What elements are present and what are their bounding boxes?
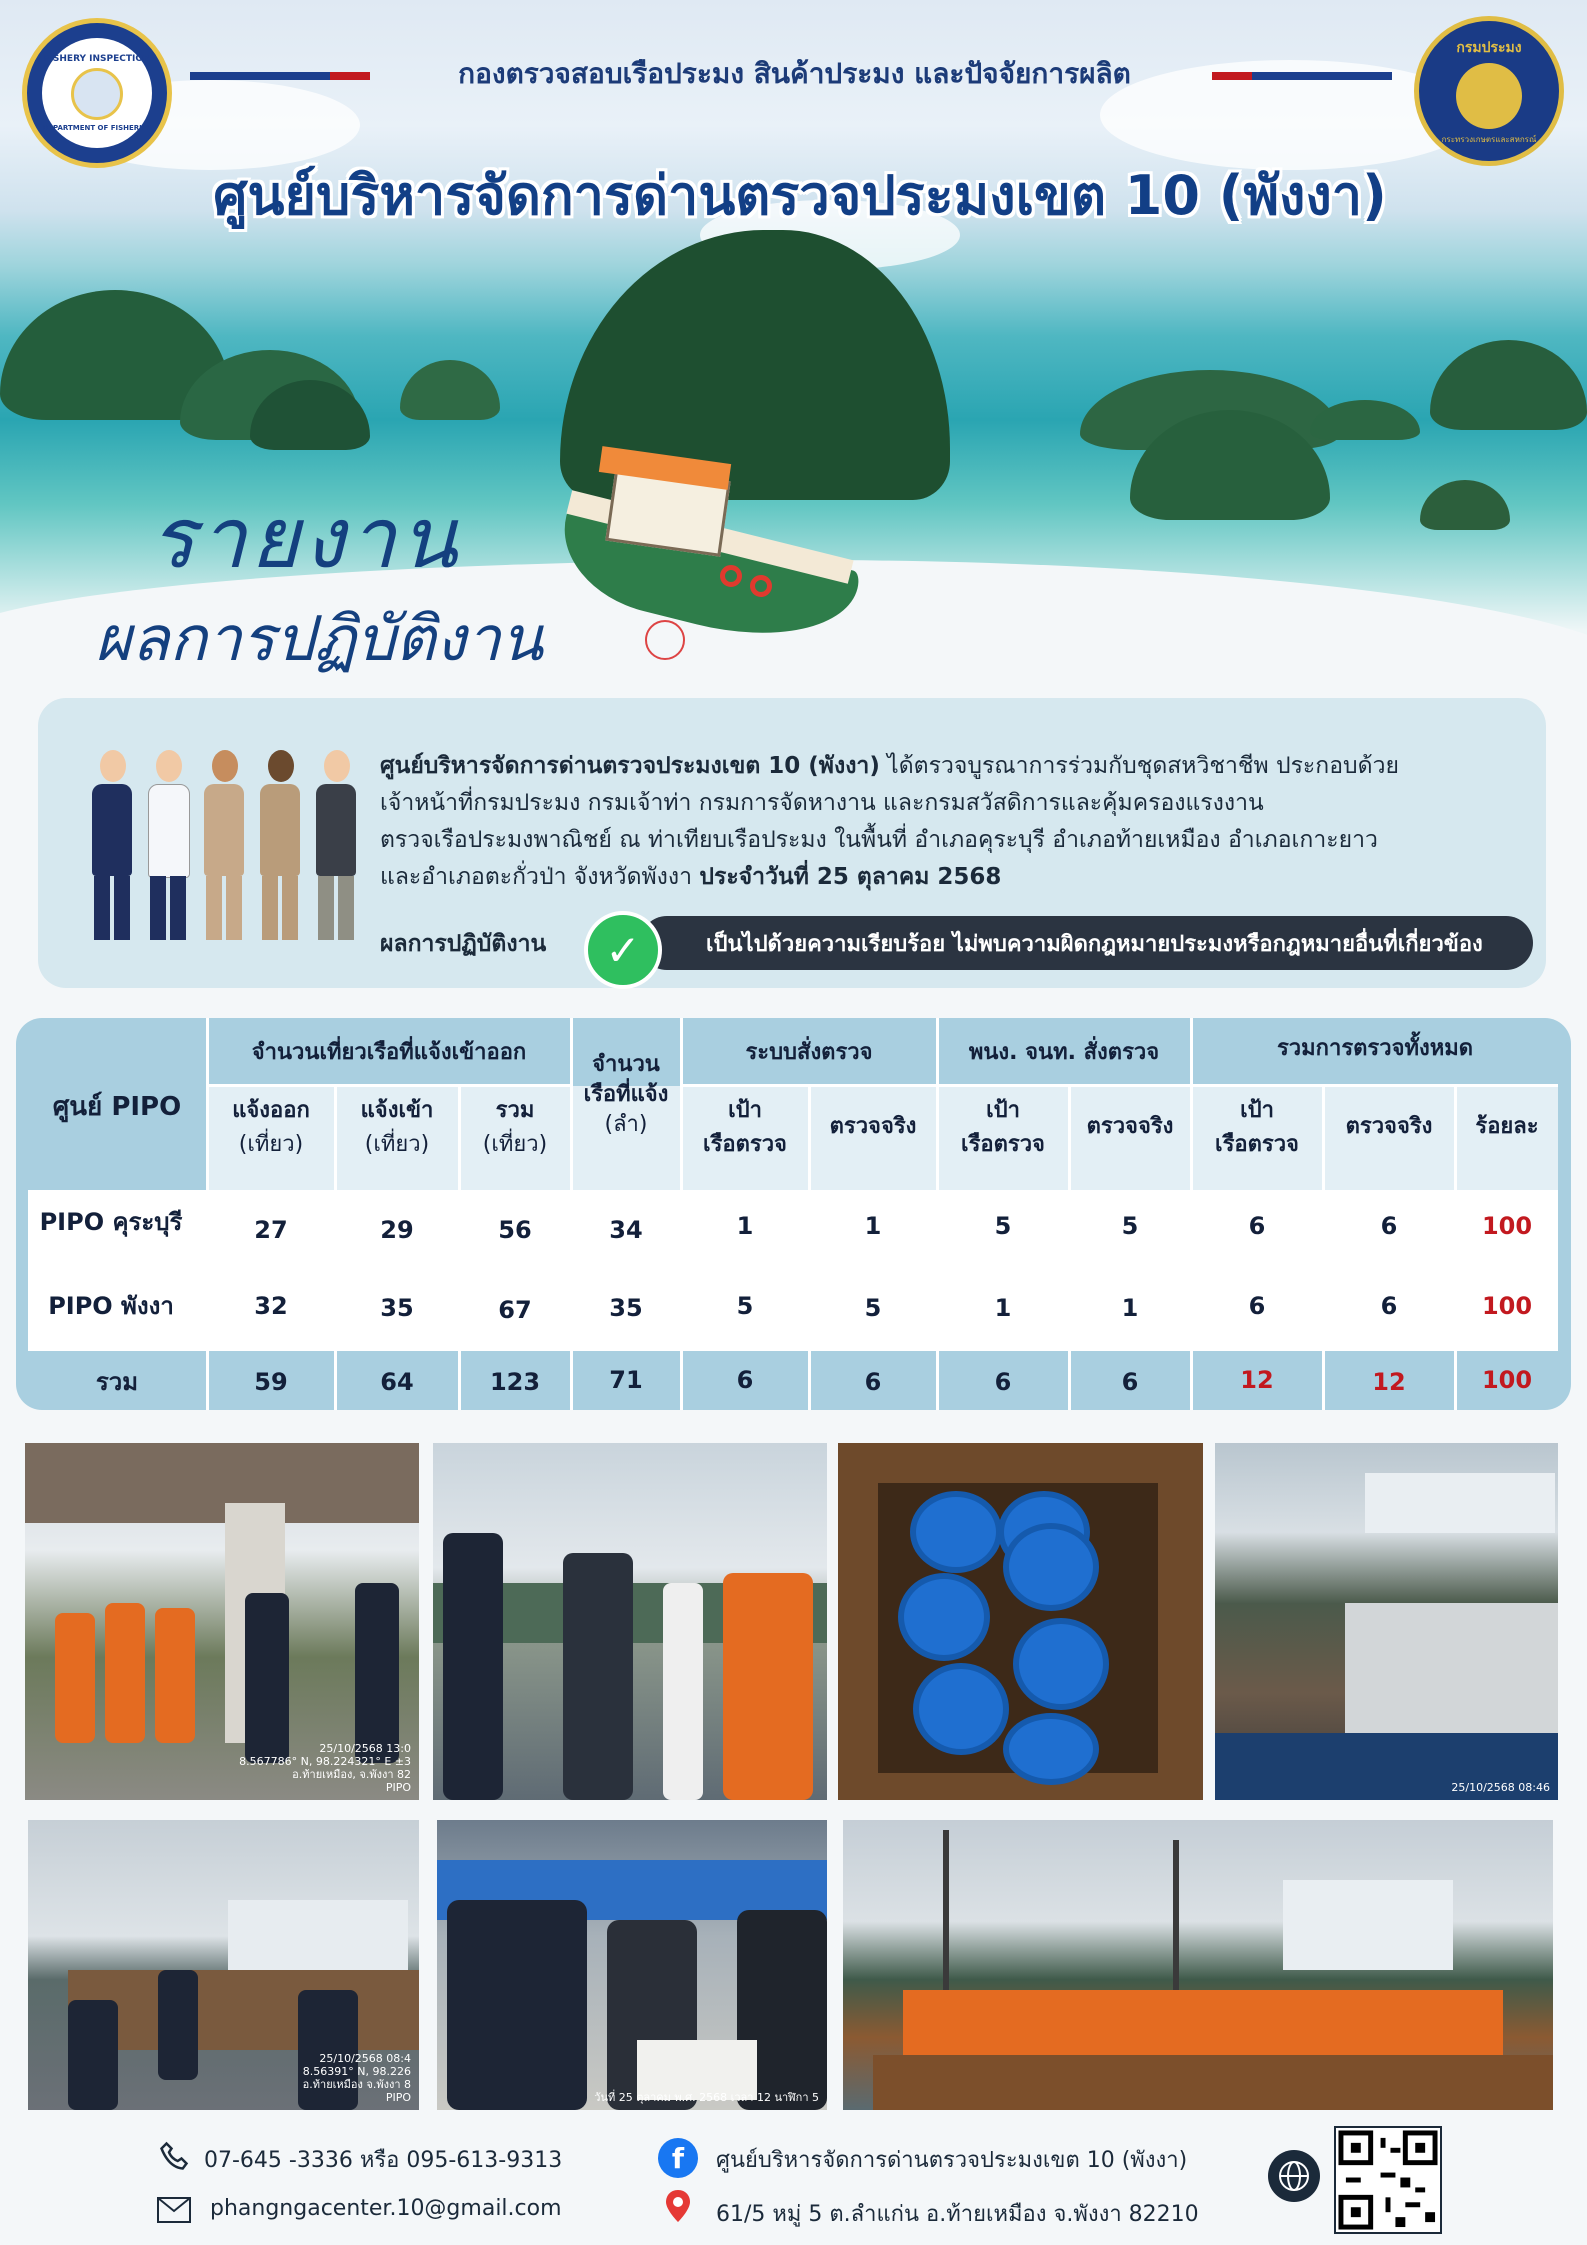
photo-stamp: 25/10/2568 13:0 8.567786° N, 98.224321° E ±3 อ.ท้ายเหมือง, จ.พังงา 82 PIPO: [239, 1742, 411, 1794]
cell-percent: 100: [1481, 1212, 1533, 1240]
photo-officers-boat: [28, 1820, 419, 2110]
footer-email[interactable]: phangngacenter.10@gmail.com: [210, 2196, 562, 2221]
cell-sys-actual: 1: [864, 1212, 882, 1240]
cell-all-target: 6: [1248, 1212, 1266, 1240]
cell-sys-target: 6: [736, 1366, 754, 1394]
header-pipo: ศูนย์ PIPO: [52, 1092, 182, 1122]
photo-officers-briefing: [25, 1443, 419, 1800]
cell-all-actual: 12: [1372, 1368, 1406, 1396]
logo-text-bottom: DEPARTMENT OF FISHERIES: [42, 124, 152, 132]
photo-officers-pier: [433, 1443, 827, 1800]
subheader-target-line1: เป้า: [986, 1098, 1020, 1123]
photo-stamp: 25/10/2568 08:4 8.56391° N, 98.226 อ.ท้ายเหมือง จ.พังงา 8 PIPO: [302, 2052, 411, 2104]
fishing-boat-illustration: [555, 445, 865, 685]
header-stripe: [330, 72, 370, 80]
cell-boats: 35: [609, 1294, 643, 1322]
header-officer: พนง. จนท. สั่งตรวจ: [968, 1040, 1160, 1065]
cell-off-target: 6: [994, 1368, 1012, 1396]
subheader-target-line2: เรือตรวจ: [1215, 1132, 1299, 1157]
cell-out: 59: [254, 1368, 288, 1396]
header-system: ระบบสั่งตรวจ: [745, 1040, 873, 1065]
subheader-percent: ร้อยละ: [1475, 1114, 1539, 1139]
info-line-1: ได้ตรวจบูรณาการร่วมกับชุดสหวิชาชีพ ประกอบด้วย: [879, 753, 1399, 779]
cell-sys-target: 1: [736, 1212, 754, 1240]
division-title: กองตรวจสอบเรือประมง สินค้าประมง และปัจจัยการผลิต: [458, 57, 1131, 90]
cell-all-actual: 6: [1380, 1212, 1398, 1240]
cell-all-actual: 6: [1380, 1292, 1398, 1320]
facebook-icon: f: [658, 2138, 698, 2178]
subheader-target-line1: เป้า: [728, 1098, 762, 1123]
result-text: [640, 916, 1533, 970]
logo-text-bottom: กระทรวงเกษตรและสหกรณ์: [1441, 134, 1537, 144]
cell-in: 29: [380, 1216, 414, 1244]
subheader-out-unit: (เที่ยว): [238, 1132, 304, 1157]
subheader-target-line2: เรือตรวจ: [703, 1132, 787, 1157]
subheader-all-actual: ตรวจจริง: [1345, 1114, 1433, 1139]
subheader-total: [460, 1094, 570, 1162]
photo-fish-tanks: [838, 1443, 1203, 1800]
header-stripe: [190, 72, 330, 80]
cell-sys-actual: 6: [864, 1368, 882, 1396]
info-line-2: เจ้าหน้าที่กรมประมง กรมเจ้าท่า กรมการจัดหางาน และกรมสวัสดิการและคุ้มครองแรงงาน: [380, 790, 1264, 816]
subheader-total-unit: (เที่ยว): [482, 1132, 548, 1157]
cell-boats: 34: [609, 1216, 643, 1244]
page-title: ศูนย์บริหารจัดการด่านตรวจประมงเขต 10 (พังงา): [213, 164, 1387, 227]
officers-illustration: [90, 750, 360, 960]
report-subtitle: ผลการปฏิบัติงาน: [95, 602, 544, 675]
footer-phone[interactable]: 07-645 -3336 หรือ 095-613-9313: [204, 2148, 563, 2173]
photo-boat-side: [1215, 1443, 1558, 1800]
footer-facebook[interactable]: ศูนย์บริหารจัดการด่านตรวจประมงเขต 10 (พังงา): [716, 2148, 1188, 2173]
row-name: รวม: [95, 1368, 139, 1396]
cell-all-target: 12: [1240, 1366, 1274, 1394]
cell-in: 64: [380, 1368, 414, 1396]
logo-text-top: FISHERY INSPECTION: [43, 54, 151, 64]
location-pin-icon: [660, 2188, 696, 2224]
cell-sys-target: 5: [736, 1292, 754, 1320]
phone-icon: [156, 2138, 192, 2174]
subheader-sys-target: [682, 1094, 808, 1162]
subheader-in: [336, 1094, 458, 1162]
cell-all-target: 6: [1248, 1292, 1266, 1320]
header-total: รวมการตรวจทั้งหมด: [1276, 1036, 1474, 1061]
header-boats-line1: จำนวน: [592, 1052, 660, 1077]
cell-total: 56: [498, 1216, 532, 1244]
cell-total: 67: [498, 1296, 532, 1324]
cell-in: 35: [380, 1294, 414, 1322]
photo-fishing-boat-crew: [843, 1820, 1553, 2110]
cell-off-target: 1: [994, 1294, 1012, 1322]
header-trips: จำนวนเที่ยวเรือที่แจ้งเข้าออก: [251, 1040, 527, 1065]
header-stripe: [1252, 72, 1392, 80]
emblem-icon: [71, 68, 123, 120]
subheader-sys-actual: ตรวจจริง: [829, 1114, 917, 1139]
header-boats-line2: เรือที่แจ้ง: [583, 1082, 669, 1107]
cell-total: 123: [489, 1368, 541, 1396]
cell-percent: 100: [1481, 1292, 1533, 1320]
row-name: PIPO คุระบุรี: [39, 1208, 183, 1236]
subheader-out-label: แจ้งออก: [232, 1098, 310, 1123]
footer-address: 61/5 หมู่ 5 ต.ลำแก่น อ.ท้ายเหมือง จ.พังงา 82210: [716, 2202, 1199, 2227]
email-icon: [156, 2192, 192, 2228]
cell-off-actual: 5: [1121, 1212, 1139, 1240]
cell-sys-actual: 5: [864, 1294, 882, 1322]
cell-off-target: 5: [994, 1212, 1012, 1240]
info-description: [380, 748, 1520, 896]
cell-off-actual: 6: [1121, 1368, 1139, 1396]
subheader-target-line2: เรือตรวจ: [961, 1132, 1045, 1157]
info-line-3: ตรวจเรือประมงพาณิชย์ ณ ท่าเทียบเรือประมง ในพื้นที่ อำเภอคุระบุรี อำเภอท้ายเหมือง อำเภอเกาะยาว: [380, 827, 1378, 853]
cell-boats: 71: [609, 1366, 643, 1394]
header-boats: [572, 1050, 680, 1140]
result-label: ผลการปฏิบัติงาน: [380, 931, 547, 957]
info-line-4: และอำเภอตะกั่วป่า จังหวัดพังงา: [380, 864, 700, 890]
subheader-in-label: แจ้งเข้า: [360, 1098, 434, 1123]
report-title: รายงาน: [150, 489, 462, 587]
globe-icon[interactable]: [1268, 2150, 1320, 2202]
header-stripe: [1212, 72, 1252, 80]
report-date: ประจำวันที่ 25 ตุลาคม 2568: [699, 864, 1002, 890]
cell-percent: 100: [1481, 1366, 1533, 1394]
subheader-in-unit: (เที่ยว): [364, 1132, 430, 1157]
photo-document-check: [437, 1820, 827, 2110]
subheader-total-label: รวม: [495, 1098, 535, 1123]
subheader-off-target: [938, 1094, 1068, 1162]
row-name: PIPO พังงา: [48, 1292, 174, 1320]
cell-out: 32: [254, 1292, 288, 1320]
seal-icon: [1456, 63, 1522, 129]
subheader-off-actual: ตรวจจริง: [1086, 1114, 1174, 1139]
cell-out: 27: [254, 1216, 288, 1244]
photo-stamp: วันที่ 25 ตุลาคม พ.ศ. 2568 เวลา 12 นาฬิกา 5: [594, 2091, 819, 2104]
fishery-inspection-logo: [22, 18, 172, 168]
qr-code[interactable]: [1334, 2126, 1442, 2234]
result-text-label: เป็นไปด้วยความเรียบร้อย ไม่พบความผิดกฎหมายประมงหรือกฎหมายอื่นที่เกี่ยวข้อง: [706, 931, 1483, 957]
org-name: ศูนย์บริหารจัดการด่านตรวจประมงเขต 10 (พังงา): [380, 753, 880, 779]
subheader-out: [208, 1094, 334, 1162]
check-icon: ✓: [584, 911, 662, 989]
subheader-target-line1: เป้า: [1240, 1098, 1274, 1123]
cell-off-actual: 1: [1121, 1294, 1139, 1322]
department-of-fisheries-logo: [1414, 16, 1564, 166]
photo-stamp: 25/10/2568 08:46: [1451, 1781, 1550, 1794]
header-boats-unit: (ลำ): [604, 1112, 648, 1137]
subheader-all-target: [1192, 1094, 1322, 1162]
logo-text-top: กรมประมง: [1456, 39, 1522, 56]
